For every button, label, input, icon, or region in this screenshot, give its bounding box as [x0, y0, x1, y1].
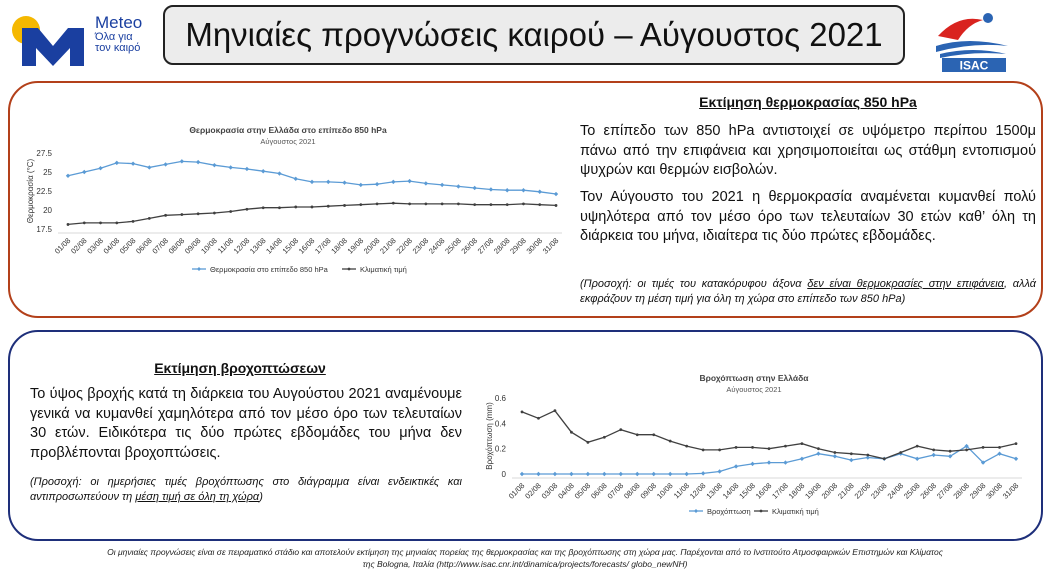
data-point [376, 203, 379, 206]
data-point [998, 446, 1001, 449]
data-point [685, 445, 688, 448]
data-point [536, 472, 540, 476]
x-tick-label: 24/08 [885, 481, 906, 501]
x-tick-label: 27/08 [934, 481, 955, 501]
data-point [457, 203, 460, 206]
data-point [684, 472, 688, 476]
x-tick-label: 14/08 [720, 481, 741, 501]
x-tick-label: 30/08 [984, 481, 1004, 501]
data-point [652, 433, 655, 436]
x-tick-label: 26/08 [918, 481, 939, 501]
data-point [915, 457, 919, 461]
data-point [164, 214, 167, 217]
y-tick-label: 25 [43, 168, 52, 177]
data-point [327, 205, 330, 208]
legend-marker [197, 267, 201, 271]
x-tick-label: 27/08 [475, 236, 496, 256]
data-point [783, 460, 787, 464]
x-tick-label: 12/08 [231, 236, 252, 256]
data-point [473, 203, 476, 206]
legend-label: Θερμοκρασία στο επίπεδο 850 hPa [210, 265, 328, 274]
data-point [997, 452, 1001, 456]
data-point [816, 452, 820, 456]
data-point [294, 177, 298, 181]
y-tick-label: 0.6 [494, 394, 506, 403]
x-tick-label: 05/08 [572, 481, 593, 501]
x-tick-label: 25/08 [443, 236, 463, 256]
data-point [602, 472, 606, 476]
x-tick-label: 02/08 [69, 236, 89, 256]
y-tick-label: 20 [43, 206, 52, 215]
data-point [668, 472, 672, 476]
x-tick-label: 16/08 [753, 481, 774, 501]
temperature-chart [22, 122, 576, 282]
x-tick-label: 18/08 [786, 481, 807, 501]
data-point [521, 188, 525, 192]
data-point [636, 433, 639, 436]
data-point [99, 222, 102, 225]
legend-marker [760, 510, 763, 513]
x-tick-label: 15/08 [280, 236, 301, 256]
data-point [456, 184, 460, 188]
x-tick-label: 10/08 [199, 236, 219, 256]
y-tick-label: 22.5 [36, 187, 52, 196]
data-point [718, 449, 721, 452]
isac-logo [928, 6, 1014, 72]
x-tick-label: 08/08 [166, 236, 187, 256]
y-tick-label: 17.5 [36, 225, 52, 234]
x-tick-label: 10/08 [654, 481, 675, 501]
data-point [180, 213, 183, 216]
data-point [800, 457, 804, 461]
precipitation-paragraph: Το ύψος βροχής κατά τη διάρκεια του Αυγούστου 2021 αναμένουμε γενικά να κυμανθεί χαμηλότερα από τον μέσο όρο των τελευταίων 30 ετών. Ειδικότερα τις δύο πρώτες εβδομάδες του μήνα δεν προβλέπονται βροχοπτώσεις. [30, 386, 462, 461]
x-tick-label: 26/08 [459, 236, 480, 256]
legend-label: Κλιματική τιμή [772, 507, 819, 516]
temperature-note-suffix: , αλλά εκφράζουν τη μέση τιμή για όλη τη χώρα στο επίπεδο των 850 hPa) [580, 278, 1036, 305]
data-point [554, 409, 557, 412]
data-point [67, 223, 70, 226]
x-tick-label: 15/08 [737, 481, 757, 501]
data-point [717, 469, 721, 473]
y-tick-label: 0 [501, 470, 506, 479]
x-tick-label: 31/08 [540, 236, 561, 256]
data-point [245, 167, 249, 171]
data-point [310, 180, 314, 184]
y-tick-label: 27.5 [36, 149, 52, 158]
x-tick-label: 16/08 [296, 236, 317, 256]
x-tick-label: 06/08 [589, 481, 609, 501]
y-axis-label: Βροχόπτωση (mm) [485, 402, 494, 470]
data-point [246, 208, 249, 211]
data-point [261, 169, 265, 173]
legend-marker [694, 509, 698, 513]
temperature-heading: Εκτίμηση θερμοκρασίας 850 hPa [699, 94, 917, 110]
data-point [294, 206, 297, 209]
data-point [569, 472, 573, 476]
data-point [702, 449, 705, 452]
data-point [553, 472, 557, 476]
isac-logo-icon [928, 6, 1014, 72]
x-tick-label: 02/08 [523, 481, 543, 501]
data-point [148, 217, 151, 220]
data-point [343, 204, 346, 207]
data-point [916, 445, 919, 448]
x-tick-label: 03/08 [85, 236, 105, 256]
data-point [83, 222, 86, 225]
x-tick-label: 04/08 [101, 236, 122, 256]
chart-subtitle: Αύγουστος 2021 [260, 137, 316, 146]
data-point [768, 447, 771, 450]
temperature-note-prefix: (Προσοχή: οι τιμές του κατακόρυφου άξονα [580, 278, 808, 290]
x-tick-label: 03/08 [539, 481, 560, 501]
chart-subtitle: Αύγουστος 2021 [726, 385, 782, 394]
x-tick-label: 17/08 [770, 481, 790, 501]
data-point [932, 449, 935, 452]
data-point [311, 206, 314, 209]
meteo-brand-text [95, 14, 142, 55]
data-point [392, 202, 395, 205]
data-point [735, 446, 738, 449]
series-line [522, 411, 1016, 459]
x-tick-label: 29/08 [967, 481, 988, 501]
data-point [750, 462, 754, 466]
precipitation-heading: Εκτίμηση βροχοπτώσεων [154, 360, 326, 376]
data-point [701, 471, 705, 475]
data-point [506, 203, 509, 206]
data-point [751, 446, 754, 449]
temperature-paragraph-1: Το επίπεδο των 850 hPa αντιστοιχεί σε υψόμετρο περίπου 1500μ πάνω από την επιφάνεια και χρησιμοποιείται ως στάθμη εντοπισμού ψυχρών και θερμών εισβολών. [580, 123, 1036, 179]
data-point [833, 451, 836, 454]
precipitation-note-underlined: μέση τιμή σε όλη τη χώρα [135, 490, 260, 503]
data-point [538, 203, 541, 206]
data-point [555, 204, 558, 207]
x-tick-label: 07/08 [150, 236, 171, 256]
temperature-paragraph-2: Τον Αύγουστο του 2021 η θερμοκρασία αναμένεται κυμανθεί πολύ υψηλότερα από τον μέσο όρο των τελευταίων 30 ετών καθ’ όλη τη διάρκεια του μήνα, ιδιαίτερα τις δύο πρώτες εβδομάδες. [580, 189, 1036, 245]
x-tick-label: 07/08 [605, 481, 626, 501]
data-point [1015, 442, 1018, 445]
x-tick-label: 29/08 [508, 236, 528, 256]
data-point [196, 160, 200, 164]
data-point [521, 411, 524, 414]
x-tick-label: 09/08 [182, 236, 203, 256]
data-point [229, 210, 232, 213]
data-point [359, 183, 363, 187]
data-point [883, 457, 886, 460]
data-point [98, 166, 102, 170]
data-point [635, 472, 639, 476]
x-tick-label: 09/08 [638, 481, 659, 501]
x-tick-label: 23/08 [869, 481, 889, 501]
data-point [850, 452, 853, 455]
x-tick-label: 28/08 [491, 236, 512, 256]
data-point [538, 190, 542, 194]
data-point [359, 203, 362, 206]
y-tick-label: 0.2 [494, 444, 506, 454]
footer-disclaimer [20, 546, 1030, 571]
precipitation-note-prefix: (Προσοχή: οι ημερήσιες τιμές βροχόπτωσης στο διάγραμμα είναι ενδεικτικές και αντιπροσωπεύουν τη [30, 476, 462, 503]
x-tick-label: 13/08 [704, 481, 725, 501]
precipitation-note [30, 475, 462, 505]
data-point [899, 451, 902, 454]
x-tick-label: 18/08 [329, 236, 349, 256]
data-point [228, 165, 232, 169]
page-title: Μηνιαίες προγνώσεις καιρού – Αύγουστος 2021 [185, 16, 883, 53]
x-tick-label: 08/08 [622, 481, 642, 501]
data-point [554, 192, 558, 196]
x-tick-label: 17/08 [313, 236, 333, 256]
data-point [277, 171, 281, 175]
data-point [115, 161, 119, 165]
data-point [603, 436, 606, 439]
x-tick-label: 11/08 [671, 481, 692, 501]
x-tick-label: 04/08 [556, 481, 576, 501]
data-point [652, 472, 656, 476]
x-tick-label: 22/08 [852, 481, 873, 501]
y-axis-label: Θερμοκρασία (°C) [26, 158, 35, 224]
x-tick-label: 22/08 [394, 236, 415, 256]
data-point [278, 206, 281, 209]
page-title-box [163, 5, 905, 65]
legend-marker [348, 268, 351, 271]
x-tick-label: 31/08 [1000, 481, 1021, 501]
x-tick-label: 21/08 [378, 236, 398, 256]
data-point [424, 203, 427, 206]
data-point [570, 431, 573, 434]
x-tick-label: 20/08 [819, 481, 840, 501]
precipitation-chart [484, 370, 1032, 520]
data-point [1014, 457, 1018, 461]
data-point [131, 161, 135, 165]
data-point [669, 440, 672, 443]
x-tick-label: 25/08 [901, 481, 922, 501]
data-point [489, 187, 493, 191]
data-point [326, 180, 330, 184]
x-tick-label: 19/08 [803, 481, 823, 501]
data-point [408, 203, 411, 206]
x-tick-label: 05/08 [117, 236, 138, 256]
footer-line-1: Οι μηνιαίες προγνώσεις είναι σε πειραματικό στάδιο και αποτελούν εκτίμηση της μηνιαίας πορείας της θερμοκρασίας και της βροχόπτωσης στη χώρα μας. Παρέχονται από το Ινστιτούτο Ατμοσφαιρικών Επιστημών και Κλίματος [107, 547, 943, 557]
data-point [817, 447, 820, 450]
data-point [82, 170, 86, 174]
data-point [982, 446, 985, 449]
legend-label: Βροχόπτωση [707, 507, 751, 516]
data-point [849, 458, 853, 462]
x-tick-label: 28/08 [951, 481, 972, 501]
data-point [262, 206, 265, 209]
data-point [490, 203, 493, 206]
data-point [163, 162, 167, 166]
data-point [115, 222, 118, 225]
data-point [342, 180, 346, 184]
data-point [375, 182, 379, 186]
data-point [949, 450, 952, 453]
chart-title: Βροχόπτωση στην Ελλάδα [699, 373, 809, 383]
x-tick-label: 23/08 [410, 236, 431, 256]
data-point [212, 163, 216, 167]
data-point [197, 212, 200, 215]
data-point [180, 159, 184, 163]
x-tick-label: 11/08 [215, 236, 236, 256]
data-point [866, 454, 869, 457]
data-point [537, 417, 540, 420]
data-point [734, 464, 738, 468]
x-tick-label: 06/08 [134, 236, 154, 256]
x-tick-label: 01/08 [52, 236, 73, 256]
x-tick-label: 14/08 [264, 236, 284, 256]
series-line [68, 161, 556, 194]
x-tick-label: 13/08 [247, 236, 268, 256]
data-point [586, 441, 589, 444]
data-point [619, 428, 622, 431]
footer-line-2: της Bologna, Ιταλία (http://www.isac.cnr.int/dinamica/projects/forecasts/ globo_newNH) [362, 559, 688, 570]
legend-label: Κλιματική τιμή [360, 265, 407, 274]
data-point [619, 472, 623, 476]
data-point [213, 212, 216, 215]
data-point [586, 472, 590, 476]
x-tick-label: 01/08 [506, 481, 527, 501]
brand-tagline-1: Όλα για [95, 30, 133, 43]
precipitation-note-suffix: ) [259, 490, 263, 503]
data-point [440, 183, 444, 187]
data-point [767, 460, 771, 464]
y-tick-label: 0.4 [494, 419, 506, 429]
x-tick-label: 21/08 [836, 481, 856, 501]
data-point [522, 203, 525, 206]
data-point [424, 181, 428, 185]
data-point [801, 442, 804, 445]
data-point [833, 454, 837, 458]
x-tick-label: 20/08 [361, 236, 382, 256]
x-tick-label: 24/08 [426, 236, 447, 256]
brand-name: Meteo [95, 13, 143, 32]
x-tick-label: 19/08 [345, 236, 366, 256]
data-point [441, 203, 444, 206]
data-point [784, 445, 787, 448]
data-point [965, 449, 968, 452]
data-point [520, 472, 524, 476]
chart-title: Θερμοκρασία στην Ελλάδα στο επίπεδο 850 hPa [189, 125, 387, 135]
isac-logo-text: ISAC [959, 58, 989, 72]
temperature-note-underlined: δεν είναι θερμοκρασίες στην επιφάνεια [807, 278, 1004, 290]
data-point [472, 186, 476, 190]
data-point [505, 188, 509, 192]
data-point [391, 180, 395, 184]
data-point [147, 165, 151, 169]
x-tick-label: 12/08 [687, 481, 708, 501]
brand-tagline-2: τον καιρό [95, 42, 141, 55]
x-tick-label: 30/08 [524, 236, 545, 256]
data-point [931, 453, 935, 457]
data-point [132, 220, 135, 223]
data-point [66, 174, 70, 178]
data-point [407, 179, 411, 183]
temperature-note [580, 277, 1036, 307]
